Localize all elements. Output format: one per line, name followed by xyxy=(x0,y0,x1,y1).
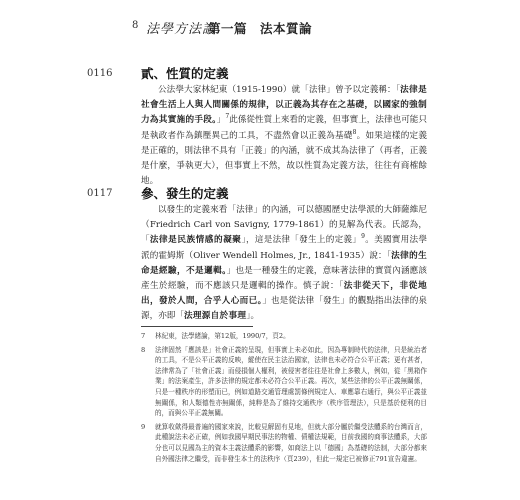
footnote-ref[interactable]: 8 xyxy=(352,128,357,136)
footnotes xyxy=(141,331,427,467)
footnote-ref[interactable]: 7 xyxy=(225,113,230,121)
footnote xyxy=(141,345,427,419)
footnote xyxy=(141,331,427,342)
section-heading: 貳、性質的定義 xyxy=(141,66,229,81)
section-heading: 參、發生的定義 xyxy=(141,186,229,201)
quoted-definition: 法律的生命是經驗，不是邏輯。 xyxy=(141,250,427,276)
paragraph-number: 0116 xyxy=(87,68,113,79)
section-body xyxy=(141,83,427,189)
quoted-definition: 法律是社會生活上人與人間關係的規律，以正義為其存在之基礎，以國家的強制力為其實施的手段。 xyxy=(141,85,427,126)
quoted-definition: 法理源自於事理 xyxy=(183,311,247,322)
quoted-definition: 法律是民族情感的凝聚 xyxy=(149,235,242,246)
footnote xyxy=(141,422,427,464)
chapter-title: 第一篇 法本質論 xyxy=(208,21,313,36)
section-body xyxy=(141,203,427,325)
footnote-text: 就算收歛得最普遍的國家來說，比較見解固有見地，但就大部分屬於繼受法體系的台灣而言，此種說法未必正確，例如我國早期民事法的物權、債權法規範，目前我國的商事法體系，大部分也可以見國為主的資本主義法體系的影響，如商法上以「德國」為基礎的法制，大部分都來自外國法律之繼受，而非發生本土的法秩序（頁239），但此一規定已被修正791宣告違憲。 xyxy=(155,422,427,463)
paragraph: 公法學大家林紀東（1915-1990）就「法律」曾予以定義稱：「法律是社會生活上人與人間關係的規律，以正義為其存在之基礎，以國家的強制力為其實施的手段。」$^7$此係從性質上來看的定義，但事實上，法律也可能只是執政者作為鎮壓異己的工具，不盡然會以正義為基礎$^8$。如果這樣的定義是正確的，則法律不具有「正義」的內涵，就不成其為法律了（再者，正義是什麼，爭執更大），但事實上不然，故以性質為定義方法，往往有商榷餘地。 xyxy=(141,85,427,187)
footnote-number: 9 xyxy=(141,422,146,431)
footnote-text: 林紀東，法學緒論，第12版，1990/7，頁2。 xyxy=(155,332,290,340)
page-header xyxy=(132,18,492,38)
footnote-divider xyxy=(141,326,253,327)
book-title: 法學方法論 xyxy=(146,22,217,37)
footnote-number: 8 xyxy=(141,345,146,354)
page-number: 8 xyxy=(132,20,139,31)
footnote-number: 7 xyxy=(141,332,146,340)
paragraph-number: 0117 xyxy=(87,188,113,199)
footnote-text: 法律固然「應該是」社會正義的呈現，但事實上未必如此，因為專制時代的法律，只是統治者的工具，不是公平正義的反映，縱使在民主法治國家，法律也未必符合公平正義；更有甚者，法律常為了「社會正義」而侵損個人權利，被侵害者往往是社會上多數人，例如，從「黑箱作業」的法案產生，許多法律的規定都未必符合公平正義。再次，某些法律的公平正義無關係，只是一種秩序的形塑而已，例如道路交通管理處罰條例規定人、車應靠右通行，與公平正義並無關係，和人類德性亦無關係，純粹是為了維持交通秩序（秩序管理法），只是基於便利的目的，而與公平正義無關。 xyxy=(155,345,427,418)
footnote-ref[interactable]: 9 xyxy=(361,233,365,241)
paragraph: 以發生的定義來看「法律」的內涵，可以德國歷史法學派的大師薩維尼（Friedrich Carl von Savigny, 1779-1861）的見解為代表。氏認為，「法律是民族情感的凝聚」，這是法律「發生上的定義」$^9$。美國實用法學派的霍姆斯（Oliver Wendell Holmes, Jr., 1841-1935）說：「法律的生命是經驗，不是邏輯。」也是一種發生的定義，意味著法律的實質內涵應該產生於經驗，而不應該只是邏輯的操作。慎子說：「法非從天下，非從地出，發於人間，合乎人心而已。」也是從法律「發生」的觀點指出法律的泉源，亦即「法理源自於事理」。 xyxy=(141,205,427,322)
quoted-definition: 法非從天下，非從地出，發於人間，合乎人心而已。 xyxy=(141,281,427,307)
